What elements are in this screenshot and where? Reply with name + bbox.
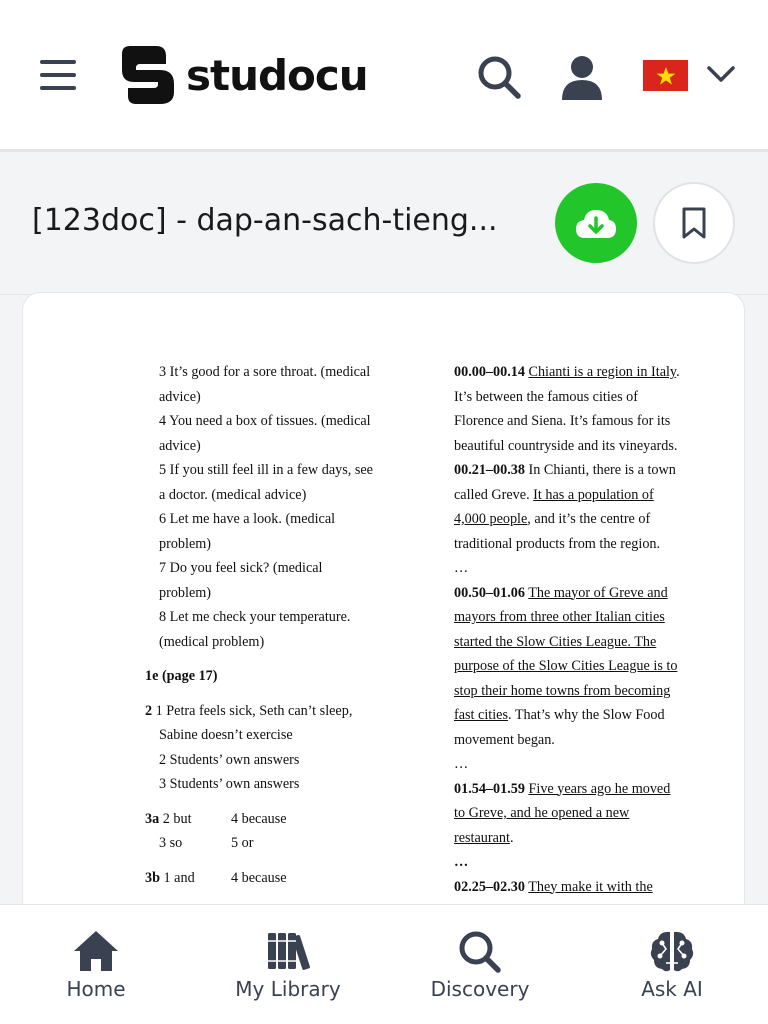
nav-my-library[interactable] [192,905,384,1024]
doc-line: 4 You need a box of tissues. (medical [159,413,371,429]
doc-line [454,581,704,606]
underlined-text: They make it with the [528,878,653,895]
bookmark-icon [681,206,707,240]
doc-line: 6 Let me have a look. (medical [159,511,336,527]
vietnam-flag-icon[interactable] [643,60,688,91]
doc-text: called Greve. [454,486,534,503]
studocu-logo[interactable] [116,44,368,106]
nav-ask-ai[interactable] [576,905,768,1024]
document-title: [123doc] - dap-an-sach-tieng... [32,203,498,238]
doc-line: 3 It’s good for a sore throat. (medical [159,364,371,380]
underlined-text: 4,000 people [454,511,528,527]
document-title-bar [0,155,768,295]
section-heading [145,664,405,689]
ellipsis-bold: … [454,854,469,870]
nav-discovery-label: Discovery [430,977,530,1001]
doc-line [454,777,704,802]
doc-line: (medical problem) [159,633,265,650]
brain-icon [648,929,696,973]
timestamp: 02.25–02.30 [454,878,525,895]
doc-line [454,507,704,532]
doc-line [454,875,704,900]
doc-text: . That’s why the Slow Food [507,707,665,723]
answer-row [145,831,405,856]
answer-cell: 4 because [231,810,287,827]
doc-line: Florence and Siena. It’s famous for its [454,413,671,429]
doc-text: In Chianti, there is a town [524,462,676,478]
search-icon[interactable] [476,54,522,100]
nav-home[interactable] [0,905,192,1024]
doc-line: 00.00–00.14 Chianti is a region in Italy. [454,364,680,380]
user-icon[interactable] [560,54,604,100]
doc-line: movement began. [454,731,555,748]
discovery-search-icon [456,929,504,973]
home-icon [72,929,120,973]
doc-line [454,703,704,728]
doc-line: 5 If you still feel ill in a few days, see [159,462,373,478]
timestamp: 00.50–01.06 [454,584,525,601]
doc-line: a doctor. (medical advice) [159,486,307,503]
exercise-number: 3a [145,810,160,827]
document-left-column [145,360,405,890]
doc-text: 1 Petra feels sick, Seth can’t sleep, [152,702,353,719]
underlined-text: fast cities [454,707,508,723]
doc-line: purpose of the Slow Cities League is to [454,658,678,674]
doc-line: 3 Students’ own answers [159,776,300,792]
nav-my-library-label: My Library [235,977,341,1001]
underlined-text: Chianti is a region in Italy [528,364,677,380]
answer-cell [145,807,231,832]
answer-cell: 3 so [159,835,183,851]
doc-line: traditional products from the region. [454,535,661,552]
underlined-text: Five years ago he moved [528,780,671,797]
answer-cell: 5 or [231,835,254,851]
doc-line: It’s between the famous cities of [454,388,638,405]
flag-star [656,66,676,86]
doc-line: Sabine doesn’t exercise [159,727,293,743]
underlined-text: It has a population of [533,486,654,503]
answer-cell [145,866,231,891]
doc-line: problem) [159,584,212,601]
section-heading-text: 1e (page 17) [145,668,218,684]
cloud-download-icon [574,206,618,240]
ellipsis: … [454,756,469,772]
doc-line [454,483,704,508]
doc-text: 1 and [163,869,195,886]
underlined-text: restaurant [454,829,510,846]
doc-line [145,699,405,724]
document-right-column [454,360,704,899]
doc-text: 2 but [162,810,192,827]
exercise-number: 2 [145,702,153,719]
brand-name: studocu [186,50,368,100]
bookmark-button[interactable] [653,182,735,264]
timestamp: 00.00–00.14 [454,364,525,380]
doc-line: to Greve, and he opened a new [454,805,630,821]
doc-line: stop their home towns from becoming [454,682,671,699]
doc-line: 8 Let me check your temperature. [159,609,351,625]
doc-text: , and it’s the centre of [527,511,651,527]
doc-line: 7 Do you feel sick? (medical [159,560,323,576]
download-button[interactable] [555,183,637,263]
nav-home-label: Home [66,977,126,1001]
doc-line: started the Slow Cities League. The [454,633,657,650]
doc-line: problem) [159,535,212,552]
underlined-text: The mayor of Greve and [528,584,668,601]
ellipsis [454,850,704,875]
doc-line: advice) [159,437,201,454]
timestamp: 00.21–00.38 [454,462,525,478]
top-header [0,0,768,152]
hamburger-icon[interactable] [40,60,78,90]
timestamp: 01.54–01.59 [454,780,525,797]
doc-line: beautiful countryside and its vineyards. [454,437,678,454]
doc-line: 2 Students’ own answers [159,751,300,768]
bottom-navigation [0,904,768,1024]
studocu-logo-mark [116,44,178,106]
doc-line: advice) [159,388,201,405]
nav-ask-ai-label: Ask AI [641,977,703,1001]
ellipsis: … [454,560,469,576]
answer-row [145,866,405,891]
doc-line: mayors from three other Italian cities [454,609,665,625]
chevron-down-icon[interactable] [706,62,736,86]
doc-line: restaurant. [454,829,514,846]
doc-line [454,458,704,483]
answer-cell: 4 because [231,869,287,886]
exercise-number: 3b [145,869,160,886]
library-icon [264,929,312,973]
nav-discovery[interactable] [384,905,576,1024]
answer-row [145,807,405,832]
